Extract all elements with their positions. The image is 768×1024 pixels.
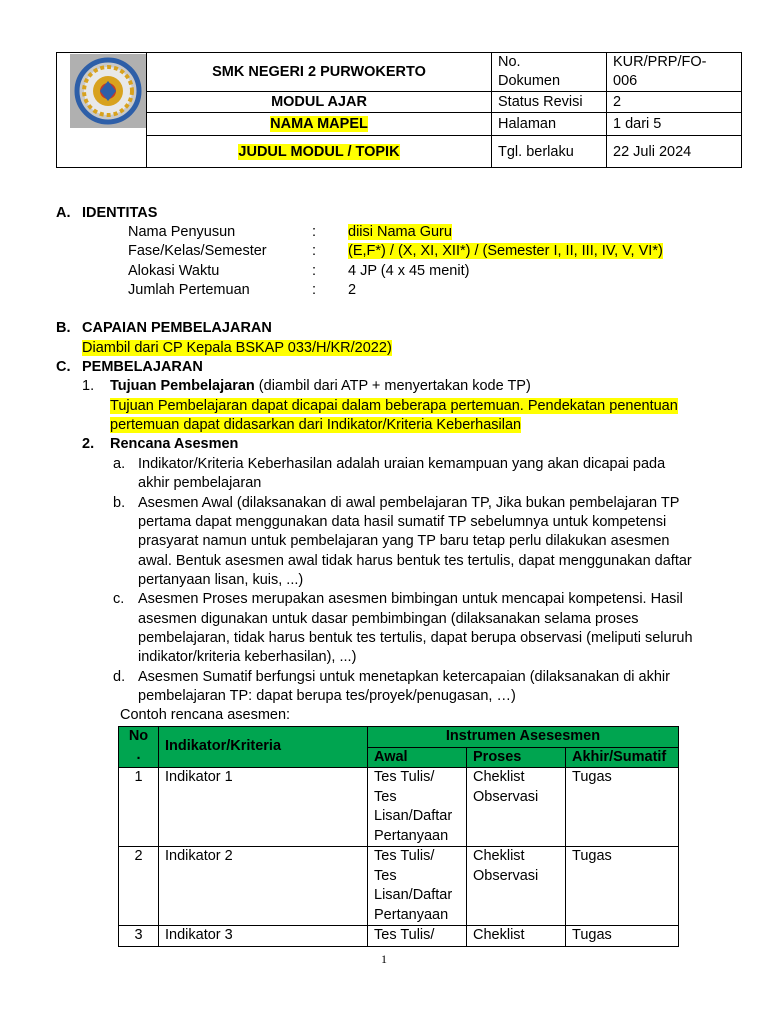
row-no: 3 <box>119 926 159 947</box>
row-proses: Cheklist Observasi <box>467 847 566 926</box>
subitem-d-marker: d. <box>113 669 126 685</box>
subitem-a-marker: a. <box>113 456 126 472</box>
row-no: 1 <box>119 768 159 847</box>
meetings-label: Jumlah Pertemuan <box>128 282 250 298</box>
item1-marker: 1. <box>82 378 95 394</box>
subitem-d-line: Asesmen Sumatif berfungsi untuk menetapkan ketercapaian (dilaksanakan di akhir <box>138 669 670 685</box>
meetings-value: 2 <box>348 282 357 298</box>
assessment-plan-table <box>118 726 679 947</box>
item1-text-line1: Tujuan Pembelajaran dapat dicapai dalam beberapa pertemuan. Pendekatan penentuan <box>110 398 678 414</box>
subitem-d-line: pembelajaran TP: dapat berupa tes/proyek/penugasan, …) <box>138 688 516 704</box>
section-b-title: CAPAIAN PEMBELAJARAN <box>82 320 272 336</box>
topic-cell <box>147 136 492 168</box>
subitem-c-marker: c. <box>113 591 125 607</box>
section-c-title: PEMBELAJARAN <box>82 359 203 375</box>
col-akhir-header: Akhir/Sumatif <box>566 747 679 768</box>
school-logo <box>70 54 146 128</box>
author-value: diisi Nama Guru <box>348 224 452 240</box>
row-indicator: Indikator 2 <box>159 847 368 926</box>
row-awal: Tes Tulis/ <box>368 926 467 947</box>
subject-name: NAMA MAPEL <box>270 116 368 132</box>
row-proses: Cheklist <box>467 926 566 947</box>
cp-source: Diambil dari CP Kepala BSKAP 033/H/KR/2022) <box>82 340 392 356</box>
time-value: 4 JP (4 x 45 menit) <box>348 263 470 279</box>
subitem-c-line: pembelajaran, tidak harus bentuk tes tertulis, dapat berupa observasi (meliputi seluruh <box>138 630 693 646</box>
row-awal: Tes Tulis/ Tes Lisan/Daftar Pertanyaan <box>368 768 467 847</box>
item2-marker: 2. <box>82 436 95 452</box>
page-value: 1 dari 5 <box>607 113 742 136</box>
row-no: 2 <box>119 847 159 926</box>
col-no-header: No . <box>119 727 159 768</box>
table-row <box>119 926 679 947</box>
school-name: SMK NEGERI 2 PURWOKERTO <box>147 53 492 92</box>
section-b-marker: B. <box>56 320 71 336</box>
doc-number-label: No. Dokumen <box>492 53 607 92</box>
page-number: 1 <box>381 952 387 966</box>
topic-title: JUDUL MODUL / TOPIK <box>238 143 400 160</box>
document-header-table <box>56 52 742 168</box>
subitem-b-line: prasyarat namun untuk pembelajaran yang TP baru tetap perlu dilakukan asesmen <box>138 533 670 549</box>
item2-title: Rencana Asesmen <box>110 436 239 452</box>
subitem-c-line: Asesmen Proses merupakan asesmen bimbingan untuk mencapai kompetensi. Hasil <box>138 591 683 607</box>
revision-label: Status Revisi <box>492 92 607 113</box>
time-label: Alokasi Waktu <box>128 263 220 279</box>
author-sep: : <box>312 224 317 240</box>
module-label: MODUL AJAR <box>147 92 492 113</box>
phase-sep: : <box>312 243 317 259</box>
item1-heading: Tujuan Pembelajaran (diambil dari ATP + menyertakan kode TP) <box>110 378 531 394</box>
phase-label: Fase/Kelas/Semester <box>128 243 267 259</box>
doc-number-value: KUR/PRP/FO- 006 <box>607 53 742 92</box>
subitem-c-line: asesmen digunakan untuk dasar pembimbingan (dilaksanakan selama proses <box>138 611 639 627</box>
subject-cell <box>147 113 492 136</box>
school-logo-icon <box>70 54 146 128</box>
page-label: Halaman <box>492 113 607 136</box>
subitem-a-line: Indikator/Kriteria Keberhasilan adalah uraian kemampuan yang akan dicapai pada <box>138 456 666 472</box>
row-indicator: Indikator 3 <box>159 926 368 947</box>
meetings-sep: : <box>312 282 317 298</box>
item1-text-line2: pertemuan dapat didasarkan dari Indikator/Kriteria Keberhasilan <box>110 417 522 433</box>
subitem-c-line: indikator/kriteria keberhasilan), ...) <box>138 649 357 665</box>
row-akhir: Tugas <box>566 926 679 947</box>
row-akhir: Tugas <box>566 768 679 847</box>
subitem-b-line: awal. Bentuk asesmen awal tidak harus bentuk tes tertulis, dapat menggunakan daftar <box>138 553 692 569</box>
row-akhir: Tugas <box>566 847 679 926</box>
section-c-marker: C. <box>56 359 71 375</box>
col-proses-header: Proses <box>467 747 566 768</box>
section-a-marker: A. <box>56 205 71 221</box>
subitem-b-line: pertama dapat menggunakan data hasil sumatif TP sebelumnya untuk kompetensi <box>138 514 667 530</box>
time-sep: : <box>312 263 317 279</box>
valid-date-value: 22 Juli 2024 <box>607 136 742 168</box>
revision-value: 2 <box>607 92 742 113</box>
row-indicator: Indikator 1 <box>159 768 368 847</box>
subitem-b-marker: b. <box>113 495 126 511</box>
col-indicator-header: Indikator/Kriteria <box>159 727 368 768</box>
table-row <box>119 847 679 926</box>
logo-cell <box>57 53 147 168</box>
row-proses: Cheklist Observasi <box>467 768 566 847</box>
example-caption: Contoh rencana asesmen: <box>120 707 291 723</box>
valid-date-label: Tgl. berlaku <box>492 136 607 168</box>
subitem-a-line: akhir pembelajaran <box>138 475 262 491</box>
subitem-b-line: Asesmen Awal (dilaksanakan di awal pembelajaran TP, Jika bukan pembelajaran TP <box>138 495 680 511</box>
section-a-title: IDENTITAS <box>82 205 158 221</box>
col-awal-header: Awal <box>368 747 467 768</box>
table-row <box>119 768 679 847</box>
col-instrument-header: Instrumen Asesesmen <box>368 727 679 748</box>
subitem-b-line: pertanyaan lisan, kuis, ...) <box>138 572 304 588</box>
row-awal: Tes Tulis/ Tes Lisan/Daftar Pertanyaan <box>368 847 467 926</box>
author-label: Nama Penyusun <box>128 224 236 240</box>
phase-value: (E,F*) / (X, XI, XII*) / (Semester I, II, III, IV, V, VI*) <box>348 243 663 259</box>
